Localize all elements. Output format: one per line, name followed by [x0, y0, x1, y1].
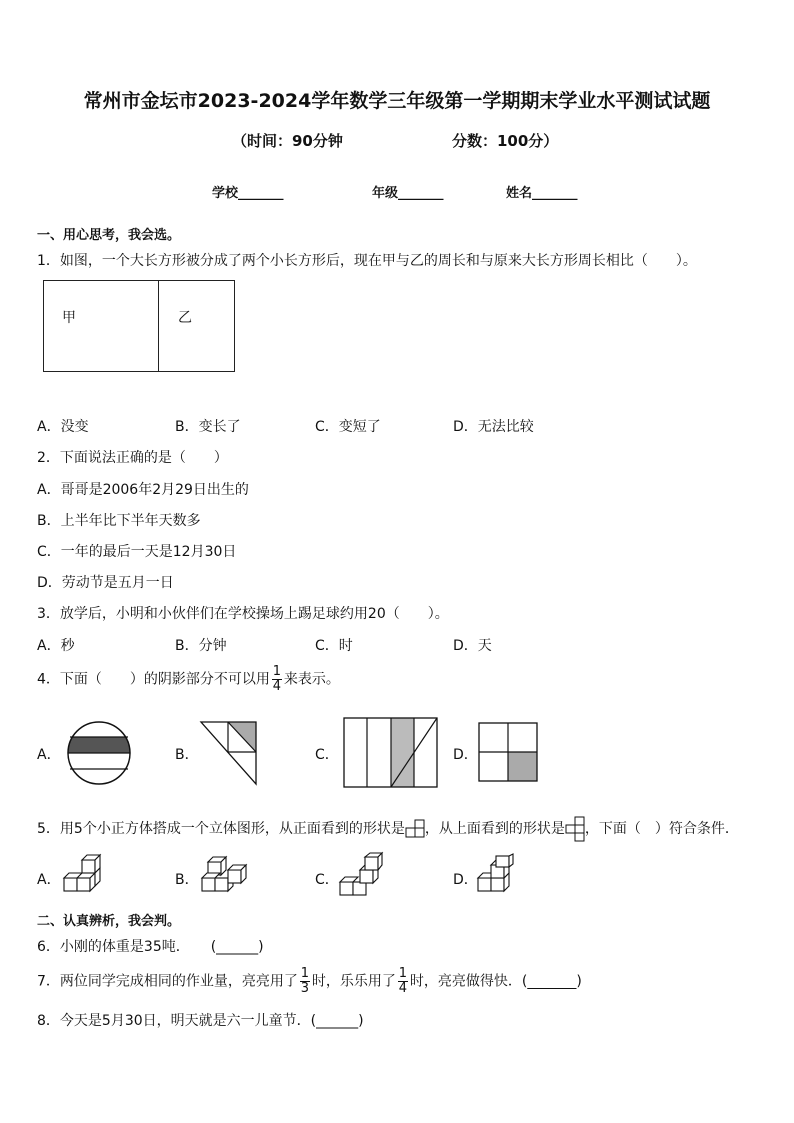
q7-fraction-2 — [398, 967, 408, 996]
question-3-text: 3．放学后，小明和小伙伴们在学校操场上踢足球约用20（ ）。 — [37, 606, 449, 622]
q4-triangle-figure — [200, 720, 258, 786]
question-6-text: 6．小刚的体重是35吨． (______) — [37, 939, 264, 955]
q7-text-c: 时，亮亮做得快．(_______) — [409, 973, 582, 990]
q5-cube-figure-c — [338, 852, 384, 898]
name-field: 姓名_______ — [506, 186, 578, 201]
q1-label-yi: 乙 — [178, 310, 192, 326]
q7-fraction-2-numerator: 1 — [398, 966, 408, 981]
q7-fraction-1 — [300, 967, 310, 996]
q5-cube-figure-a — [62, 854, 106, 896]
q5-text-b: ，从上面看到的形状是 — [424, 821, 565, 837]
q3-option-c: C．时 — [315, 638, 353, 654]
q5-cube-figure-b — [200, 854, 248, 896]
q4-fraction-numerator: 1 — [272, 664, 282, 679]
q4-option-d: D． — [453, 747, 478, 763]
question-8-text: 8．今天是5月30日，明天就是六一儿童节．(______) — [37, 1013, 364, 1029]
q5-text-a: 5．用5个小正方体搭成一个立体图形，从正面看到的形状是 — [37, 821, 405, 837]
q1-option-d: D．无法比较 — [453, 419, 534, 435]
q3-option-a: A．秒 — [37, 638, 75, 654]
q3-option-d: D．天 — [453, 638, 492, 654]
question-7-text — [37, 967, 582, 996]
q4-fraction-denominator: 4 — [272, 679, 282, 694]
q2-option-a: A．哥哥是2006年2月29日出生的 — [37, 482, 249, 498]
q1-option-c: C．变短了 — [315, 419, 381, 435]
q1-option-b: B．变长了 — [175, 419, 241, 435]
q4-option-c: C． — [315, 747, 339, 763]
q5-option-c: C． — [315, 872, 339, 888]
q4-square-grid-figure — [478, 722, 540, 784]
q7-fraction-1-denominator: 3 — [300, 981, 310, 996]
q2-option-c: C．一年的最后一天是12月30日 — [37, 544, 237, 560]
section-two-heading: 二、认真辨析，我会判。 — [37, 914, 181, 929]
q1-label-jia: 甲 — [62, 310, 76, 326]
school-field: 学校_______ — [212, 186, 284, 201]
q1-divider-line — [158, 280, 159, 372]
q4-option-a: A． — [37, 747, 61, 763]
exam-time: （时间：90分钟 — [232, 132, 343, 150]
q5-option-a: A． — [37, 872, 61, 888]
q2-option-b: B．上半年比下半年天数多 — [37, 513, 201, 529]
q5-option-b: B． — [175, 872, 199, 888]
q4-rectangle-strips-figure — [343, 717, 439, 789]
q4-text-after: 来表示。 — [283, 671, 340, 688]
q2-option-d: D．劳动节是五月一日 — [37, 575, 174, 591]
q7-fraction-1-numerator: 1 — [300, 966, 310, 981]
q7-text-a: 7．两位同学完成相同的作业量，亮亮用了 — [37, 973, 298, 990]
q7-text-b: 时，乐乐用了 — [311, 973, 396, 990]
q4-option-b: B． — [175, 747, 199, 763]
q4-text-before: 4．下面（ ）的阴影部分不可以用 — [37, 671, 270, 688]
q5-cube-figure-d — [476, 854, 516, 896]
q3-option-b: B．分钟 — [175, 638, 227, 654]
q5-top-view-icon — [565, 816, 585, 842]
question-1-text: 1．如图，一个大长方形被分成了两个小长方形后，现在甲与乙的周长和与原来大长方形周长相比（ ）。 — [37, 253, 697, 269]
q5-option-d: D． — [453, 872, 478, 888]
q4-circle-figure — [66, 720, 132, 786]
question-4-text — [37, 665, 340, 694]
q5-front-view-icon — [405, 820, 425, 838]
page-title: 常州市金坛市2023-2024学年数学三年级第一学期期末学业水平测试试题 — [83, 90, 711, 112]
section-one-heading: 一、用心思考，我会选。 — [37, 228, 181, 243]
question-5-text — [37, 816, 739, 842]
q1-option-a: A．没变 — [37, 419, 89, 435]
grade-field: 年级_______ — [372, 186, 444, 201]
question-2-text: 2．下面说法正确的是（ ） — [37, 450, 228, 466]
q4-fraction — [272, 665, 282, 694]
q5-text-c: ，下面（ ）符合条件． — [584, 821, 739, 837]
q7-fraction-2-denominator: 4 — [398, 981, 408, 996]
exam-score: 分数：100分） — [452, 132, 559, 150]
